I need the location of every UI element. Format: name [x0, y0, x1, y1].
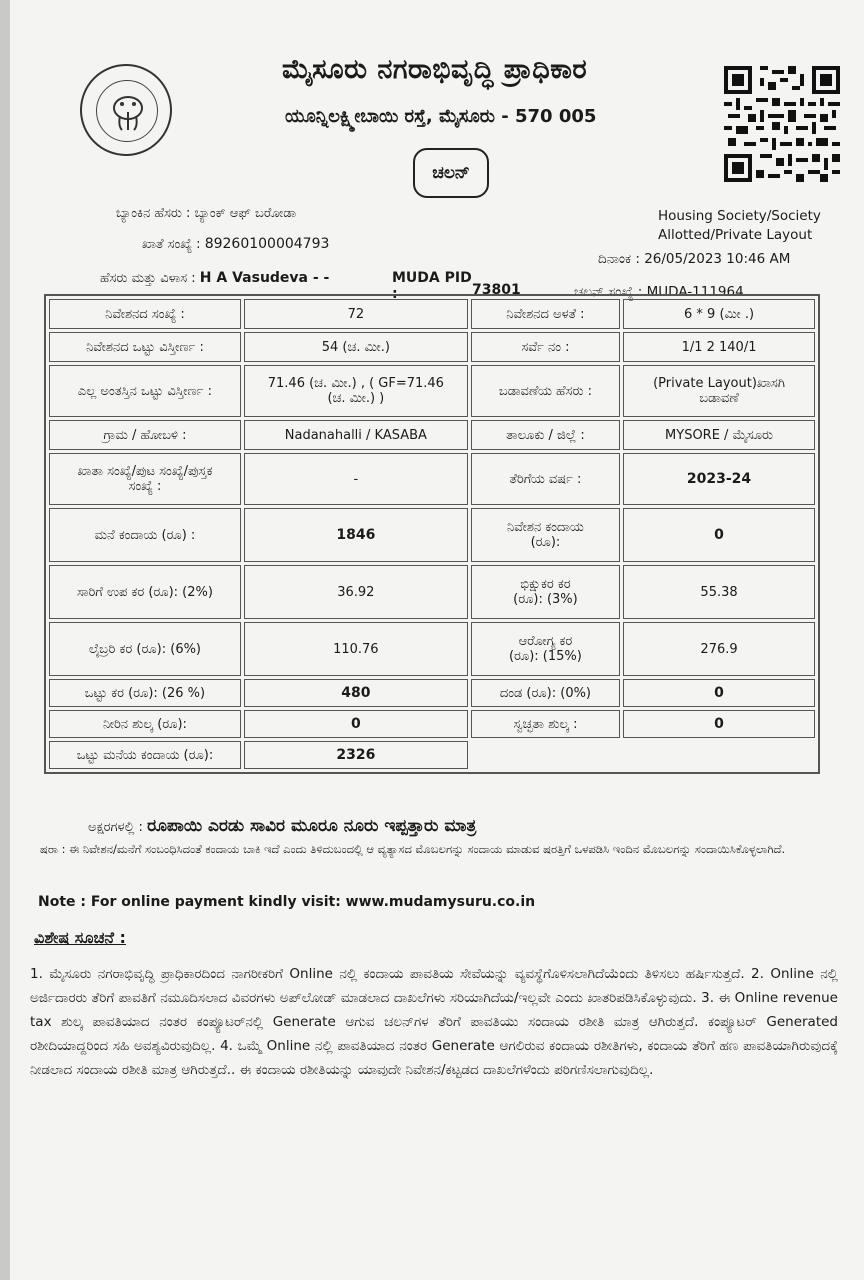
floor-area-value: 71.46 (ಚ. ಮೀ.) , ( GF=71.46 (ಚ. ಮೀ.) ): [244, 365, 468, 417]
grand-total-value: 2326: [244, 741, 468, 769]
bank-name: ಬ್ಯಾಂಕಿನ ಹೆಸರು : ಬ್ಯಾಂಕ್ ಆಫ್ ಬರೋಡಾ: [116, 206, 297, 221]
tax-year-label: ತೆರಿಗೆಯ ವರ್ಷ :: [471, 453, 620, 505]
account-number: ಖಾತೆ ಸಂಖ್ಯೆ : 89260100004793: [142, 236, 330, 252]
total-tax-label: ಒಟ್ಟು ಕರ (ರೂ): (26 %): [49, 679, 241, 707]
beggar-cess-value: 55.38: [623, 565, 815, 619]
health-cess-label: ಆರೋಗ್ಯ ಕರ (ರೂ): (15%): [471, 622, 620, 676]
water-charge-label: ನೀರಿನ ಶುಲ್ಕ (ರೂ):: [49, 710, 241, 738]
taluk-label: ತಾಲೂಕು / ಜಿಲ್ಲೆ :: [471, 420, 620, 450]
floor-area-label: ಎಲ್ಲ ಅಂತಸ್ತಿನ ಒಟ್ಟು ವಿಸ್ತೀರ್ಣ :: [49, 365, 241, 417]
survey-number-value: 1/1 2 140/1: [623, 332, 815, 362]
table-row: [49, 299, 815, 329]
health-cess-value: 276.9: [623, 622, 815, 676]
site-number-value: 72: [244, 299, 468, 329]
site-area-value: 54 (ಚ. ಮೀ.): [244, 332, 468, 362]
site-dimension-value: 6 * 9 (ಮೀ .): [623, 299, 815, 329]
table-row: [49, 332, 815, 362]
special-instructions-text: 1. ಮೈಸೂರು ನಗರಾಭಿವೃದ್ಧಿ ಪ್ರಾಧಿಕಾರದಿಂದ ನಾಗರೀಕರಿಗೆ Online ನಲ್ಲಿ ಕಂದಾಯ ಪಾವತಿಯ ಸೇವೆಯನ್ನು ವ್ಯವಸ್ಥೆಗೊಳಿಸಲಾಗಿದೆಯೆಂದು ತಿಳಿಸಲು ಹರ್ಷಿಸುತ್ತದೆ. 2. Online ನಲ್ಲಿ ಅರ್ಜಿದಾರರು ತೆರಿಗೆ ಪಾವತಿಗೆ ನಮೂದಿಸಲಾದ ವಿವರಗಳು ಅಪ್‌ಲೋಡ್ ಮಾಡಲಾದ ದಾಖಲೆಗಳು ಸರಿಯಾಗಿದೆಯ/ಇಲ್ಲವೇ ಎಂದು ಖಾತರಿಪಡಿಸಿಕೊಳ್ಳುವುದು. 3. ಈ Online revenue tax ಶುಲ್ಕ ಪಾವತಿಯಾದ ನಂತರ ಕಂಪ್ಯೂಟರ್‌ನಲ್ಲಿ Generate ಆಗುವ ಚಲನ್‌ಗಳ ತೆರಿಗೆ ಪಾವತಿಯು ಸಂದಾಯ ರಶೀತಿ ಮಾತ್ರ ಆಗಿರುತ್ತದೆ. ಕಂಪ್ಯೂಟರ್ Generated ರಶೀದಿಯಾದ್ದರಿಂದ ಸಹಿ ಅವಶ್ಯವಿರುವುದಿಲ್ಲ. 4. ಒಮ್ಮೆ Online ನಲ್ಲಿ ಪಾವತಿಯಾದ ನಂತರ Generate ಆಗಲಿರುವ ಕಂದಾಯ ರಶೀತಿಗಳು, ಕಂದಾಯ ತೆರಿಗೆ ಹಣ ಪಾವತಿಯಾಗಿರುವುದಕ್ಕೆ ನೀಡಲಾದ ಸಂದಾಯ ರಶೀತಿ ಮಾತ್ರ ಆಗಿರುತ್ತದೆ.. ಈ ಕಂದಾಯ ರಶೀತಿಯನ್ನು ಯಾವುದೇ ನಿವೇಶನ/ಕಟ್ಟಡದ ದಾಖಲೆಗಳೆಂದು ಪರಿಗಣಿಸಲಾಗುವುದಿಲ್ಲ.: [30, 966, 838, 1079]
village-label: ಗ್ರಾಮ / ಹೋಬಳಿ :: [49, 420, 241, 450]
survey-number-label: ಸರ್ವೆ ನಂ :: [471, 332, 620, 362]
elephant-emblem-icon: [108, 90, 148, 132]
table-row: [49, 565, 815, 619]
water-charge-value: 0: [244, 710, 468, 738]
amount-in-words: ಅಕ್ಷರಗಳಲ್ಲಿ : ರೂಪಾಯಿ ಎರಡು ಸಾವಿರ ಮೂರೂ ನೂರು ಇಪ್ಪತ್ತಾರು ಮಾತ್ರ: [88, 816, 477, 836]
online-payment-note: Note : For online payment kindly visit: www.mudamysuru.co.in: [38, 894, 536, 910]
tax-details-table: [44, 294, 820, 774]
applicant-name: ಹೆಸರು ಮತ್ತು ವಿಳಾಸ : H A Vasudeva - -: [100, 270, 330, 286]
layout-name-value: (Private Layout)ಖಾಸಗಿ ಬಡಾವಣೆ: [623, 365, 815, 417]
remarks-note: ಷರಾ : ಈ ನಿವೇಶನ/ಮನೆಗೆ ಸಂಬಂಧಿಸಿದಂತೆ ಕಂದಾಯ ಬಾಕಿ ಇದೆ ಎಂದು ತಿಳಿದುಬಂದಲ್ಲಿ ಆ ವ್ಯತ್ಯಾಸದ ಮೊಬಲಗನ್ನು ಸಂದಾಯ ಮಾಡುವ ಷರತ್ತಿಗೆ ಒಳಪಡಿಸಿ ಇಂದಿನ ಮೊಬಲಗನ್ನು ಸಂದಾಯಿಸಿಕೊಳ್ಳಲಾಗಿದೆ.: [40, 842, 786, 856]
khata-value: -: [244, 453, 468, 505]
site-number-label: ನಿವೇಶನದ ಸಂಖ್ಯೆ :: [49, 299, 241, 329]
table-row: [49, 508, 815, 562]
village-value: Nadanahalli / KASABA: [244, 420, 468, 450]
cleanliness-charge-value: 0: [623, 710, 815, 738]
house-tax-label: ಮನೆ ಕಂದಾಯ (ರೂ) :: [49, 508, 241, 562]
table-row: [49, 741, 815, 769]
penalty-label: ದಂಡ (ರೂ): (0%): [471, 679, 620, 707]
muda-pid-value: 73801: [472, 282, 521, 298]
muda-seal-logo: [80, 64, 172, 156]
qr-code-icon: [724, 66, 840, 182]
table-row: [49, 365, 815, 417]
penalty-value: 0: [623, 679, 815, 707]
site-tax-value: 0: [623, 508, 815, 562]
challan-number: ಚಲನ್ ಸಂಖ್ಯೆ : MUDA-111964: [574, 284, 744, 300]
library-cess-value: 110.76: [244, 622, 468, 676]
khata-label: ಖಾತಾ ಸಂಖ್ಯೆ/ಪುಟ ಸಂಖ್ಯೆ/ಪುಸ್ತಕ ಸಂಖ್ಯೆ :: [49, 453, 241, 505]
challan-date: ದಿನಾಂಕ : 26/05/2023 10:46 AM: [598, 251, 791, 267]
site-area-label: ನಿವೇಶನದ ಒಟ್ಟು ವಿಸ್ತೀರ್ಣ :: [49, 332, 241, 362]
table-row: [49, 453, 815, 505]
challan-heading: ಚಲನ್: [413, 148, 489, 198]
layout-type-line1: Housing Society/Society: [658, 208, 821, 224]
authority-address: ಯೂನ್ನಿಲಕ್ಷ್ಮೀಬಾಯಿ ರಸ್ತೆ, ಮೈಸೂರು - 570 005: [285, 106, 597, 127]
transport-cess-label: ಸಾರಿಗೆ ಉಪ ಕರ (ರೂ): (2%): [49, 565, 241, 619]
table-row: [49, 622, 815, 676]
site-dimension-label: ನಿವೇಶನದ ಅಳತೆ :: [471, 299, 620, 329]
transport-cess-value: 36.92: [244, 565, 468, 619]
total-tax-value: 480: [244, 679, 468, 707]
table-row: [49, 710, 815, 738]
library-cess-label: ಲೈಬ್ರರಿ ಕರ (ರೂ): (6%): [49, 622, 241, 676]
table-row: [49, 420, 815, 450]
special-instructions-heading: ವಿಶೇಷ ಸೂಚನೆ :: [34, 928, 126, 947]
layout-type-line2: Allotted/Private Layout: [658, 227, 813, 243]
beggar-cess-label: ಭಿಕ್ಷುಕರ ಕರ (ರೂ): (3%): [471, 565, 620, 619]
authority-title: ಮೈಸೂರು ನಗರಾಭಿವೃದ್ಧಿ ಪ್ರಾಧಿಕಾರ: [282, 54, 588, 85]
site-tax-label: ನಿವೇಶನ ಕಂದಾಯ (ರೂ):: [471, 508, 620, 562]
layout-name-label: ಬಡಾವಣೆಯ ಹೆಸರು :: [471, 365, 620, 417]
table-row: [49, 679, 815, 707]
house-tax-value: 1846: [244, 508, 468, 562]
grand-total-label: ಒಟ್ಟು ಮನೆಯ ಕಂದಾಯ (ರೂ):: [49, 741, 241, 769]
tax-year-value: 2023-24: [623, 453, 815, 505]
taluk-value: MYSORE / ಮೈಸೂರು: [623, 420, 815, 450]
cleanliness-charge-label: ಸ್ವಚ್ಛತಾ ಶುಲ್ಕ :: [471, 710, 620, 738]
muda-pid-label: MUDA PID :: [392, 270, 472, 302]
